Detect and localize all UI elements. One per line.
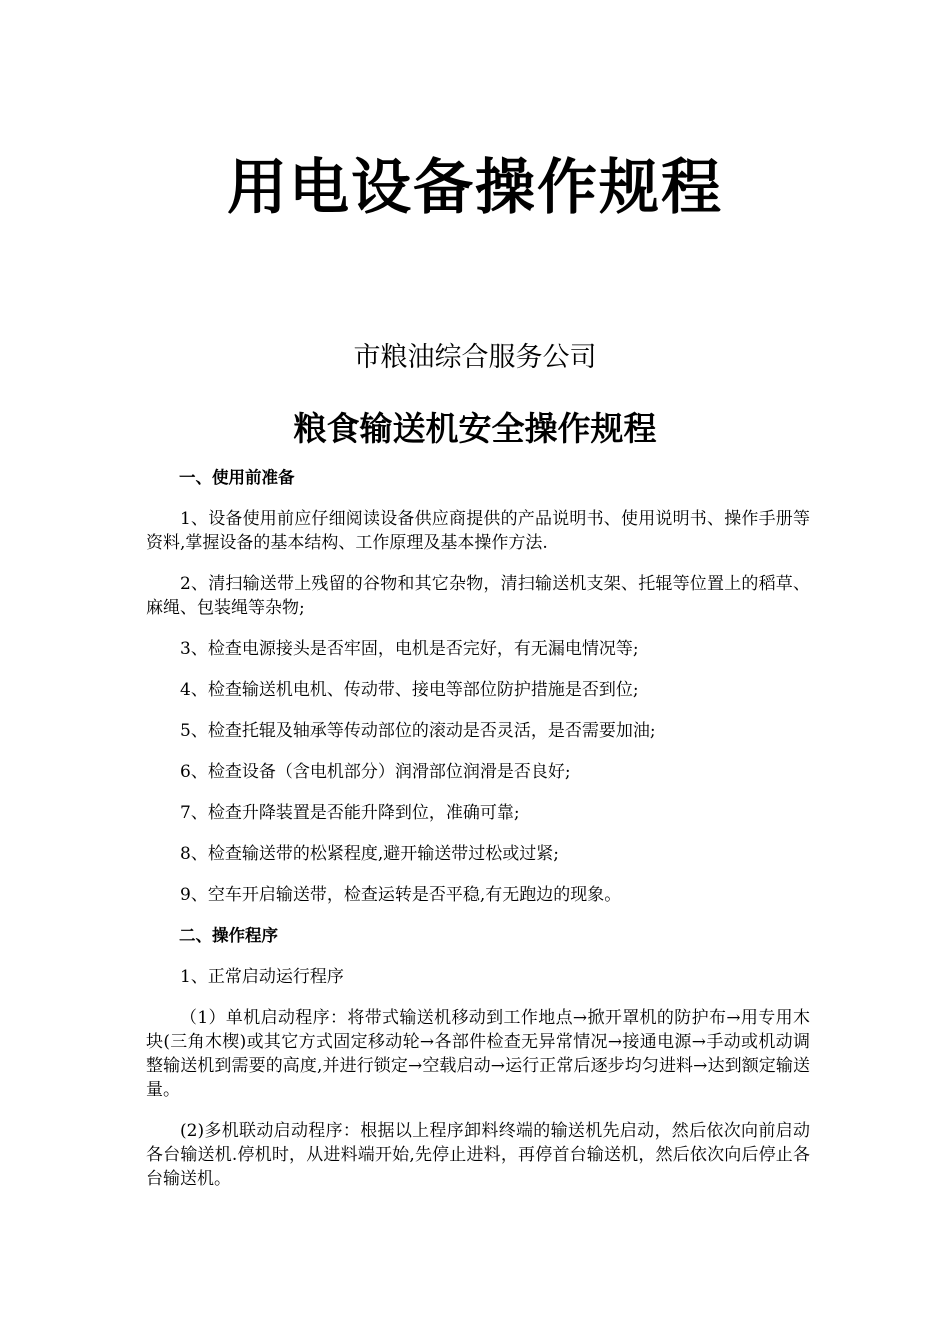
list-item: (2)多机联动启动程序：根据以上程序卸料终端的输送机先启动，然后依次向前启动各台输送机.停机时，从进料端开始,先停止进料，再停首台输送机，然后依次向后停止各台输送机。 <box>146 1121 810 1189</box>
list-item: 1、设备使用前应仔细阅读设备供应商提供的产品说明书、使用说明书、操作手册等资料,掌握设备的基本结构、工作原理及基本操作方法. <box>146 509 810 553</box>
company-name: 市粮油综合服务公司 <box>353 342 597 373</box>
list-item: （1）单机启动程序：将带式输送机移动到工作地点→掀开罩机的防护布→用专用木块(三角木楔)或其它方式固定移动轮→各部件检查无异常情况→接通电源→手动或机动调整输送机到需要的高度,并进行锁定→空载启动→运行正常后逐步均匀进料→达到额定输送量。 <box>146 1008 810 1100</box>
list-item: 5、检查托辊及轴承等传动部位的滚动是否灵活，是否需要加油; <box>180 721 656 741</box>
document-title: 粮食输送机安全操作规程 <box>293 409 657 448</box>
list-item: 4、检查输送机电机、传动带、接电等部位防护措施是否到位; <box>180 680 639 700</box>
document-body <box>146 466 810 1191</box>
list-item: 3、检查电源接头是否牢固，电机是否完好，有无漏电情况等; <box>180 639 639 659</box>
subsection-heading: 1、正常启动运行程序 <box>180 967 344 987</box>
section-heading-preparation: 一、使用前准备 <box>179 468 295 487</box>
list-item: 8、检查输送带的松紧程度,避开输送带过松或过紧; <box>180 844 559 864</box>
list-item: 6、检查设备（含电机部分）润滑部位润滑是否良好; <box>180 762 571 782</box>
list-item: 7、检查升降装置是否能升降到位，准确可靠; <box>180 803 520 823</box>
list-item: 2、清扫输送带上残留的谷物和其它杂物，清扫输送机支架、托辊等位置上的稻草、麻绳、包装绳等杂物; <box>146 574 810 618</box>
list-item: 9、空车开启输送带，检查运转是否平稳,有无跑边的现象。 <box>180 885 622 905</box>
main-title: 用电设备操作规程 <box>227 153 723 223</box>
section-heading-procedure: 二、操作程序 <box>179 926 278 945</box>
